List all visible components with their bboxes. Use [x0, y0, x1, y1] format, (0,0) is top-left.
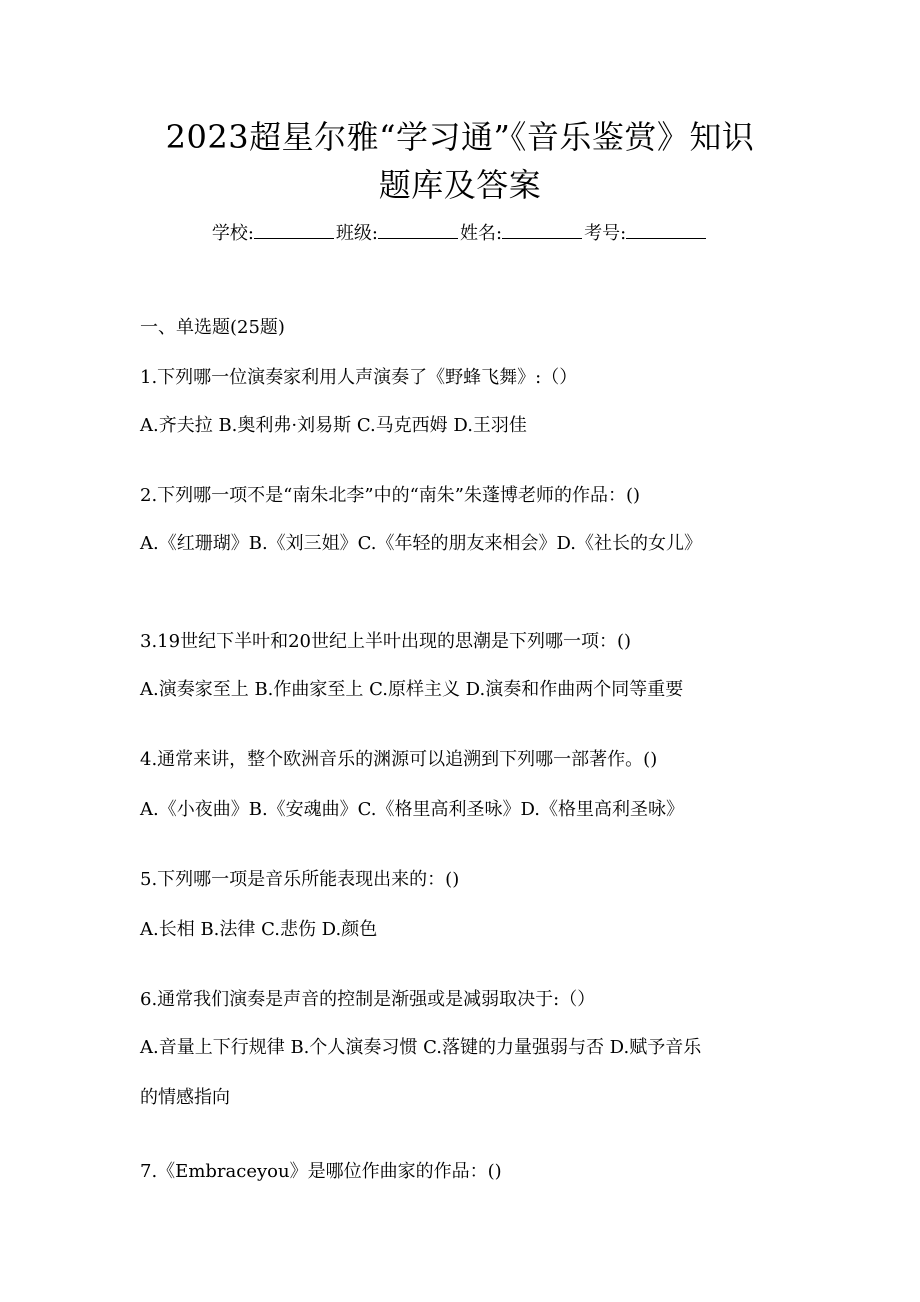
question-6-options: A.音量上下行规律 B.个人演奏习惯 C.落键的力量强弱与否 D.赋予音乐 — [140, 1037, 702, 1058]
exam-number-field — [584, 220, 708, 248]
question-4-options: A.《小夜曲》B.《安魂曲》C.《格里高利圣咏》D.《格里高利圣咏》 — [140, 799, 685, 820]
question-5: 5.下列哪一项是音乐所能表现出来的：() — [140, 869, 460, 890]
question-7: 7.《Embraceyou》是哪位作曲家的作品：() — [140, 1161, 502, 1182]
question-6: 6.通常我们演奏是声音的控制是渐强或是减弱取决于:（） — [140, 989, 596, 1010]
question-2: 2.下列哪一项不是“南朱北李”中的“南朱”朱蓬博老师的作品：() — [140, 485, 641, 506]
school-blank — [254, 220, 334, 239]
school-label: 学校: — [211, 223, 254, 244]
exam-number-label: 考号: — [584, 223, 627, 244]
school-field — [212, 220, 336, 248]
class-label: 班级: — [335, 223, 378, 244]
student-info-fields — [0, 220, 920, 248]
question-1: 1.下列哪一位演奏家利用人声演奏了《野蜂飞舞》:（） — [140, 367, 578, 388]
question-4: 4.通常来讲，整个欧洲音乐的渊源可以追溯到下列哪一部著作。() — [140, 749, 658, 770]
document-title-line2: 题库及答案 — [378, 166, 542, 204]
class-blank — [378, 220, 458, 239]
section-heading: 一、单选题(25题) — [140, 317, 285, 338]
question-5-options: A.长相 B.法律 C.悲伤 D.颜色 — [140, 919, 378, 940]
document-title-line1: 2023超星尔雅“学习通”《音乐鉴赏》知识 — [165, 118, 755, 156]
question-3-options: A.演奏家至上 B.作曲家至上 C.原样主义 D.演奏和作曲两个同等重要 — [140, 679, 684, 700]
question-3: 3.19世纪下半叶和20世纪上半叶出现的思潮是下列哪一项：() — [140, 631, 632, 652]
class-field — [336, 220, 460, 248]
name-label: 姓名: — [460, 223, 503, 244]
exam-number-blank — [626, 220, 706, 239]
name-field — [460, 220, 584, 248]
name-blank — [502, 220, 582, 239]
question-1-options: A.齐夫拉 B.奥利弗·刘易斯 C.马克西姆 D.王羽佳 — [140, 415, 527, 436]
question-6-options-cont: 的情感指向 — [140, 1087, 230, 1108]
question-2-options: A.《红珊瑚》B.《刘三姐》C.《年轻的朋友来相会》D.《社长的女儿》 — [140, 533, 703, 554]
